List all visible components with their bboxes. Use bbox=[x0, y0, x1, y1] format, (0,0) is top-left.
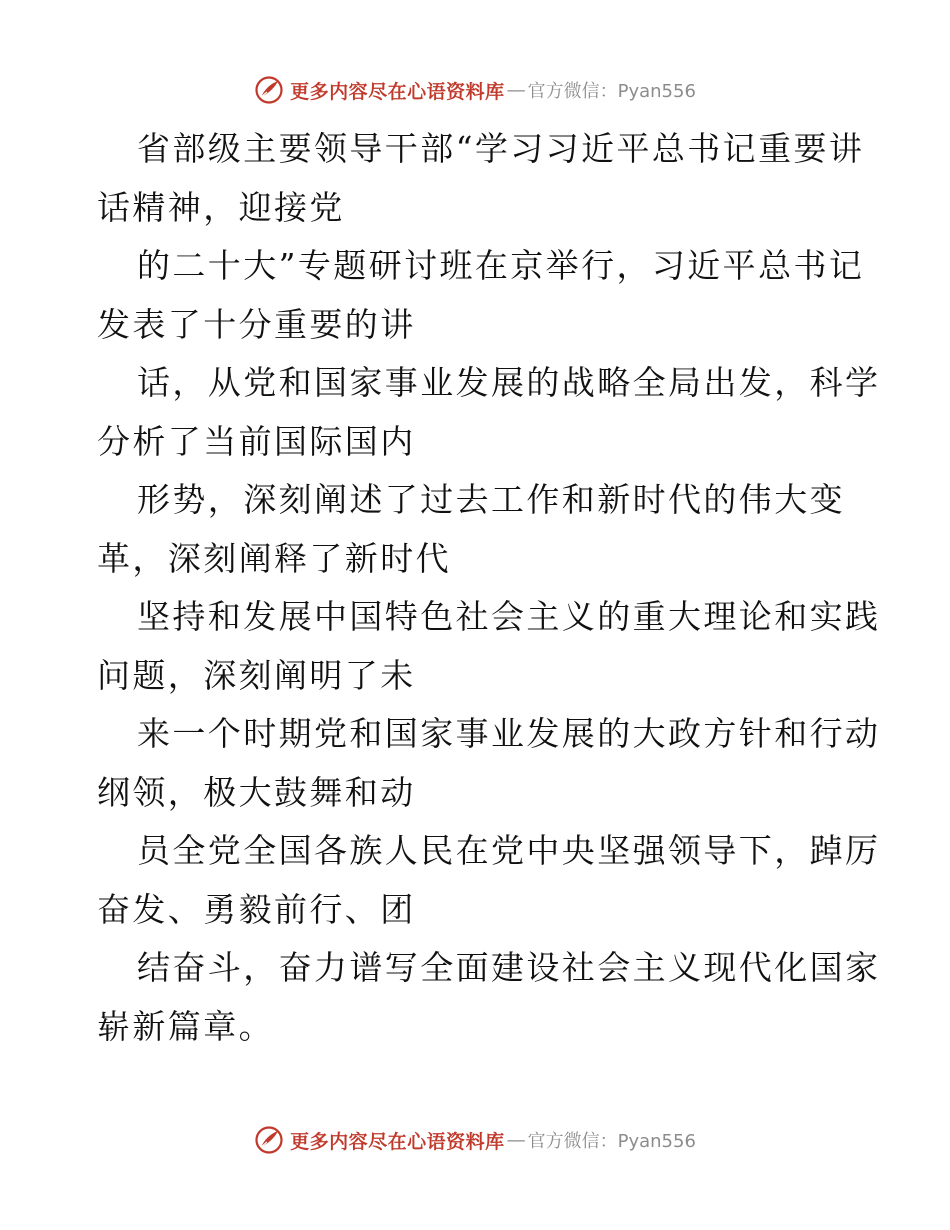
text-line: 革，深刻阐释了新时代 bbox=[97, 538, 451, 578]
text-line: 问题，深刻阐明了未 bbox=[97, 655, 416, 695]
text-line: 分析了当前国际国内 bbox=[97, 421, 416, 461]
text-line: 纲领，极大鼓舞和动 bbox=[97, 772, 416, 812]
text-line: 结奋斗，奋力谱写全面建设社会主义现代化国家 bbox=[137, 948, 881, 987]
text-line: 坚持和发展中国特色社会主义的重大理论和实践 bbox=[137, 597, 881, 636]
watermark-separator: — bbox=[506, 1129, 526, 1151]
text-line: 崭新篇章。 bbox=[97, 1006, 274, 1046]
watermark-brand: 更多内容尽在心语资料库 bbox=[290, 1130, 505, 1153]
text-line: 发表了十分重要的讲 bbox=[97, 304, 416, 344]
watermark-contact: 官方微信：Pyan556 bbox=[527, 1131, 696, 1152]
quill-circle-icon bbox=[254, 1125, 284, 1155]
watermark-separator: — bbox=[506, 79, 526, 101]
text-line: 员全党全国各族人民在党中央坚强领导下，踔厉 bbox=[137, 831, 881, 870]
text-line: 话，从党和国家事业发展的战略全局出发，科学 bbox=[137, 363, 881, 402]
quill-circle-icon bbox=[254, 75, 284, 105]
text-line: 奋发、勇毅前行、团 bbox=[97, 889, 416, 929]
watermark-contact: 官方微信：Pyan556 bbox=[527, 81, 696, 102]
document-body bbox=[97, 120, 881, 1056]
footer-watermark bbox=[0, 1122, 950, 1158]
text-line: 的二十大”专题研讨班在京举行，习近平总书记 bbox=[137, 246, 865, 285]
text-line: 来一个时期党和国家事业发展的大政方针和行动 bbox=[137, 714, 881, 753]
text-line: 话精神，迎接党 bbox=[97, 187, 345, 227]
text-line: 省部级主要领导干部“学习习近平总书记重要讲 bbox=[137, 129, 865, 168]
text-line: 形势，深刻阐述了过去工作和新时代的伟大变 bbox=[137, 480, 845, 519]
header-watermark bbox=[0, 72, 950, 108]
watermark-brand: 更多内容尽在心语资料库 bbox=[290, 80, 505, 103]
